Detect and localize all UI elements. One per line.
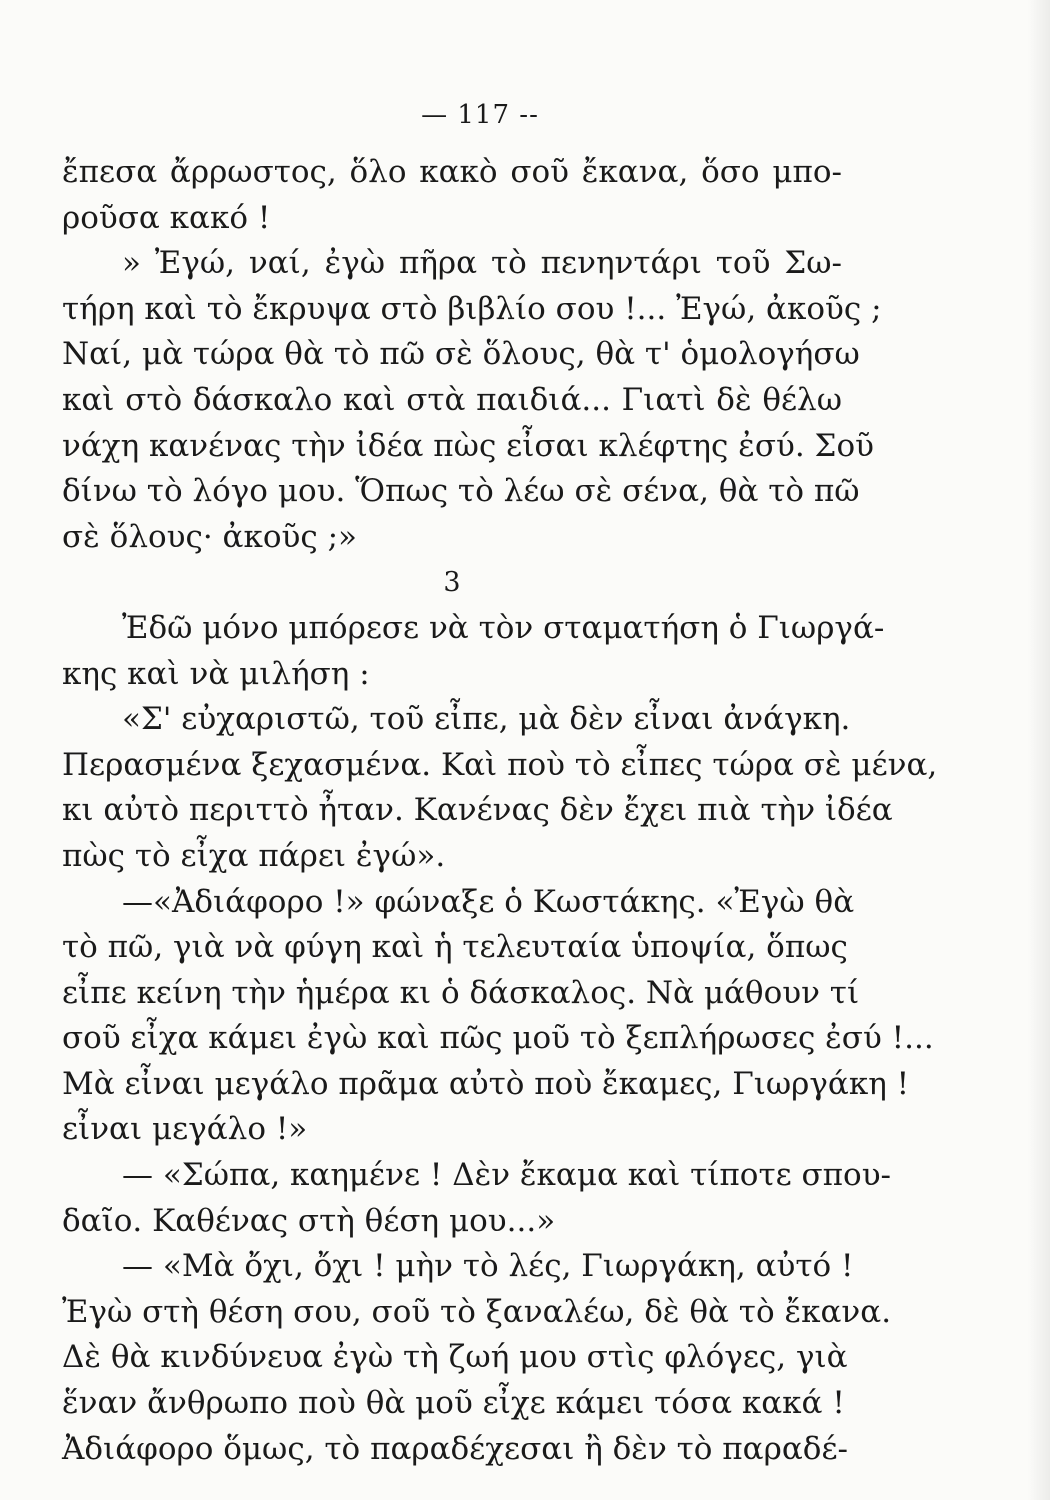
- text-line: νάχη κανένας τὴν ἰδέα πὼς εἶσαι κλέφτης ἐσύ. Σοῦ: [62, 427, 874, 464]
- text-line: σοῦ εἶχα κάμει ἐγὼ καὶ πῶς μοῦ τὸ ξεπλήρωσες ἐσύ !...: [62, 1020, 934, 1057]
- text-line: δίνω τὸ λόγο μου. Ὅπως τὸ λέω σὲ σένα, θὰ τὸ πῶ: [62, 473, 860, 510]
- text-line: » Ἐγώ, ναί, ἐγὼ πῆρα τὸ πενηντάρι τοῦ Σω-: [122, 245, 842, 282]
- text-line: — «Μὰ ὄχι, ὄχι ! μὴν τὸ λές, Γιωργάκη, αὐτό !: [122, 1248, 854, 1285]
- text-line: εἶπε κείνη τὴν ἡμέρα κι ὁ δάσκαλος. Νὰ μάθουν τί: [62, 974, 860, 1011]
- page-edge-shadow: [1028, 0, 1050, 1500]
- text-line: ροῦσα κακό !: [62, 199, 271, 236]
- section-number: 3: [443, 567, 461, 599]
- text-line: σὲ ὅλους· ἀκοῦς ;»: [62, 518, 357, 555]
- text-line: Ἐδῶ μόνο μπόρεσε νὰ τὸν σταματήση ὁ Γιωργά-: [122, 609, 885, 646]
- text-line: πὼς τὸ εἶχα πάρει ἐγώ».: [62, 837, 446, 874]
- body-text: [62, 150, 938, 1472]
- page-number: — 117 --: [421, 100, 539, 130]
- text-line: —«Ἀδιάφορο !» φώναξε ὁ Κωστάκης. «Ἐγὼ θὰ: [122, 883, 855, 920]
- text-line: εἶναι μεγάλο !»: [62, 1111, 308, 1148]
- text-line: τήρη καὶ τὸ ἔκρυψα στὸ βιβλίο σου !... Ἐγώ, ἀκοῦς ;: [62, 290, 882, 327]
- text-line: Δὲ θὰ κινδύνευα ἐγὼ τὴ ζωή μου στὶς φλόγες, γιὰ: [62, 1339, 848, 1376]
- text-line: ἕναν ἄνθρωπο ποὺ θὰ μοῦ εἶχε κάμει τόσα κακά !: [62, 1385, 845, 1422]
- text-line: δαῖο. Καθένας στὴ θέση μου...»: [62, 1202, 556, 1239]
- text-line: Περασμένα ξεχασμένα. Καὶ ποὺ τὸ εἶπες τώρα σὲ μένα,: [62, 746, 938, 783]
- text-line: Μὰ εἶναι μεγάλο πρᾶμα αὐτὸ ποὺ ἔκαμες, Γιωργάκη !: [62, 1065, 910, 1102]
- text-line: Ναί, μὰ τώρα θὰ τὸ πῶ σὲ ὅλους, θὰ τ' ὁμολογήσω: [62, 336, 860, 373]
- text-line: καὶ στὸ δάσκαλο καὶ στὰ παιδιά... Γιατὶ δὲ θέλω: [62, 381, 842, 418]
- text-line: κης καὶ νὰ μιλήση :: [62, 655, 370, 692]
- text-line: «Σ' εὐχαριστῶ, τοῦ εἶπε, μὰ δὲν εἶναι ἀνάγκη.: [122, 701, 851, 738]
- text-line: τὸ πῶ, γιὰ νὰ φύγη καὶ ἡ τελευταία ὑποψία, ὅπως: [62, 929, 848, 966]
- text-line: κι αὐτὸ περιττὸ ἦταν. Κανένας δὲν ἔχει πιὰ τὴν ἰδέα: [62, 792, 893, 829]
- text-line: ἔπεσα ἄρρωστος, ὅλο κακὸ σοῦ ἔκανα, ὅσο μπο-: [62, 154, 842, 190]
- text-line: Ἐγὼ στὴ θέση σου, σοῦ τὸ ξαναλέω, δὲ θὰ τὸ ἔκανα.: [62, 1293, 892, 1330]
- text-line: Ἀδιάφορο ὅμως, τὸ παραδέχεσαι ἢ δὲν τὸ παραδέ-: [62, 1430, 848, 1467]
- text-line: — «Σώπα, καημένε ! Δὲν ἔκαμα καὶ τίποτε σπου-: [122, 1157, 892, 1194]
